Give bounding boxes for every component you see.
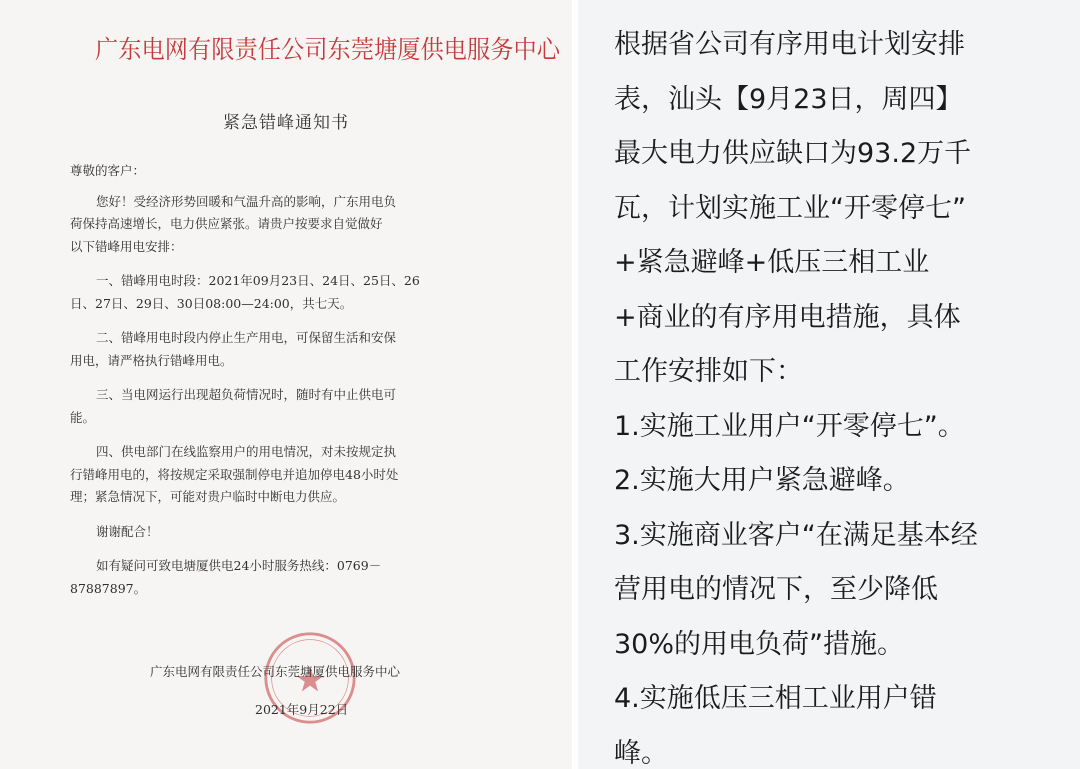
notice-item-2-line: 用电，请严格执行错峰用电。 [70, 352, 233, 368]
caption-line: 30%的用电负荷”措施。 [614, 628, 904, 660]
caption-line: 最大电力供应缺口为93.2万千 [614, 138, 972, 169]
notice-hotline-line: 87887897。 [70, 580, 147, 596]
notice-header: 广东电网有限责任公司东莞塘厦供电服务中心 [95, 35, 561, 64]
notice-intro-line: 荷保持高速增长，电力供应紧张。请贵户按要求自觉做好 [70, 216, 383, 231]
caption-line: 3.实施商业客户“在满足基本经 [614, 519, 978, 551]
notice-item-1-line: 日、27日、29日、30日08:00—24:00，共七天。 [70, 295, 353, 311]
caption-line: 工作安排如下： [614, 356, 803, 387]
notice-item-3-line: 三、当电网运行出现超负荷情况时，随时有中止供电可 [96, 387, 397, 402]
notice-body [70, 160, 510, 600]
caption-line: 表，汕头【9月23日，周四】 [614, 83, 963, 115]
notice-item-4-line: 行错峰用电的，将按规定采取强制停电并追加停电48小时处 [70, 466, 399, 482]
caption-line: 根据省公司有序用电计划安排 [614, 29, 965, 60]
notice-item-4-line: 四、供电部门在线监察用户的用电情况，对未按规定执 [96, 444, 397, 459]
notice-salutation: 尊敬的客户： [70, 163, 146, 178]
caption-line: 1.实施工业用户“开零停七”。 [614, 410, 965, 442]
caption-text [614, 18, 1064, 769]
caption-line: 峰。 [614, 737, 668, 769]
caption-line: 2.实施大用户紧急避峰。 [614, 465, 910, 496]
notice-hotline-line: 如有疑问可致电塘厦供电24小时服务热线：0769－ [96, 558, 382, 573]
caption-line: 营用电的情况下，至少降低 [614, 574, 938, 605]
caption-line: 4.实施低压三相工业用户错 [614, 683, 937, 714]
notice-title: 紧急错峰通知书 [223, 113, 349, 133]
notice-thanks: 谢谢配合！ [96, 523, 159, 539]
notice-item-4-line: 理；紧急情况下，可能对贵户临时中断电力供应。 [70, 489, 346, 504]
notice-date: 2021年9月22日 [255, 702, 349, 717]
notice-signer: 广东电网有限责任公司东莞塘厦供电服务中心 [150, 664, 401, 679]
caption-panel [578, 0, 1080, 769]
notice-item-3-line: 能。 [70, 409, 96, 425]
notice-item-2-line: 二、错峰用电时段内停止生产用电，可保留生活和安保 [96, 330, 397, 345]
notice-item-1-line: 一、错峰用电时段：2021年09月23日、24日、25日、26 [96, 273, 420, 288]
caption-line: +商业的有序用电措施，具体 [614, 301, 961, 333]
caption-line: +紧急避峰+低压三相工业 [614, 247, 930, 278]
caption-line: 瓦，计划实施工业“开零停七” [614, 192, 966, 224]
notice-intro-line: 以下错峰用电安排： [70, 238, 183, 254]
notice-intro-line: 您好！受经济形势回暖和气温升高的影响，广东用电负 [96, 193, 397, 209]
